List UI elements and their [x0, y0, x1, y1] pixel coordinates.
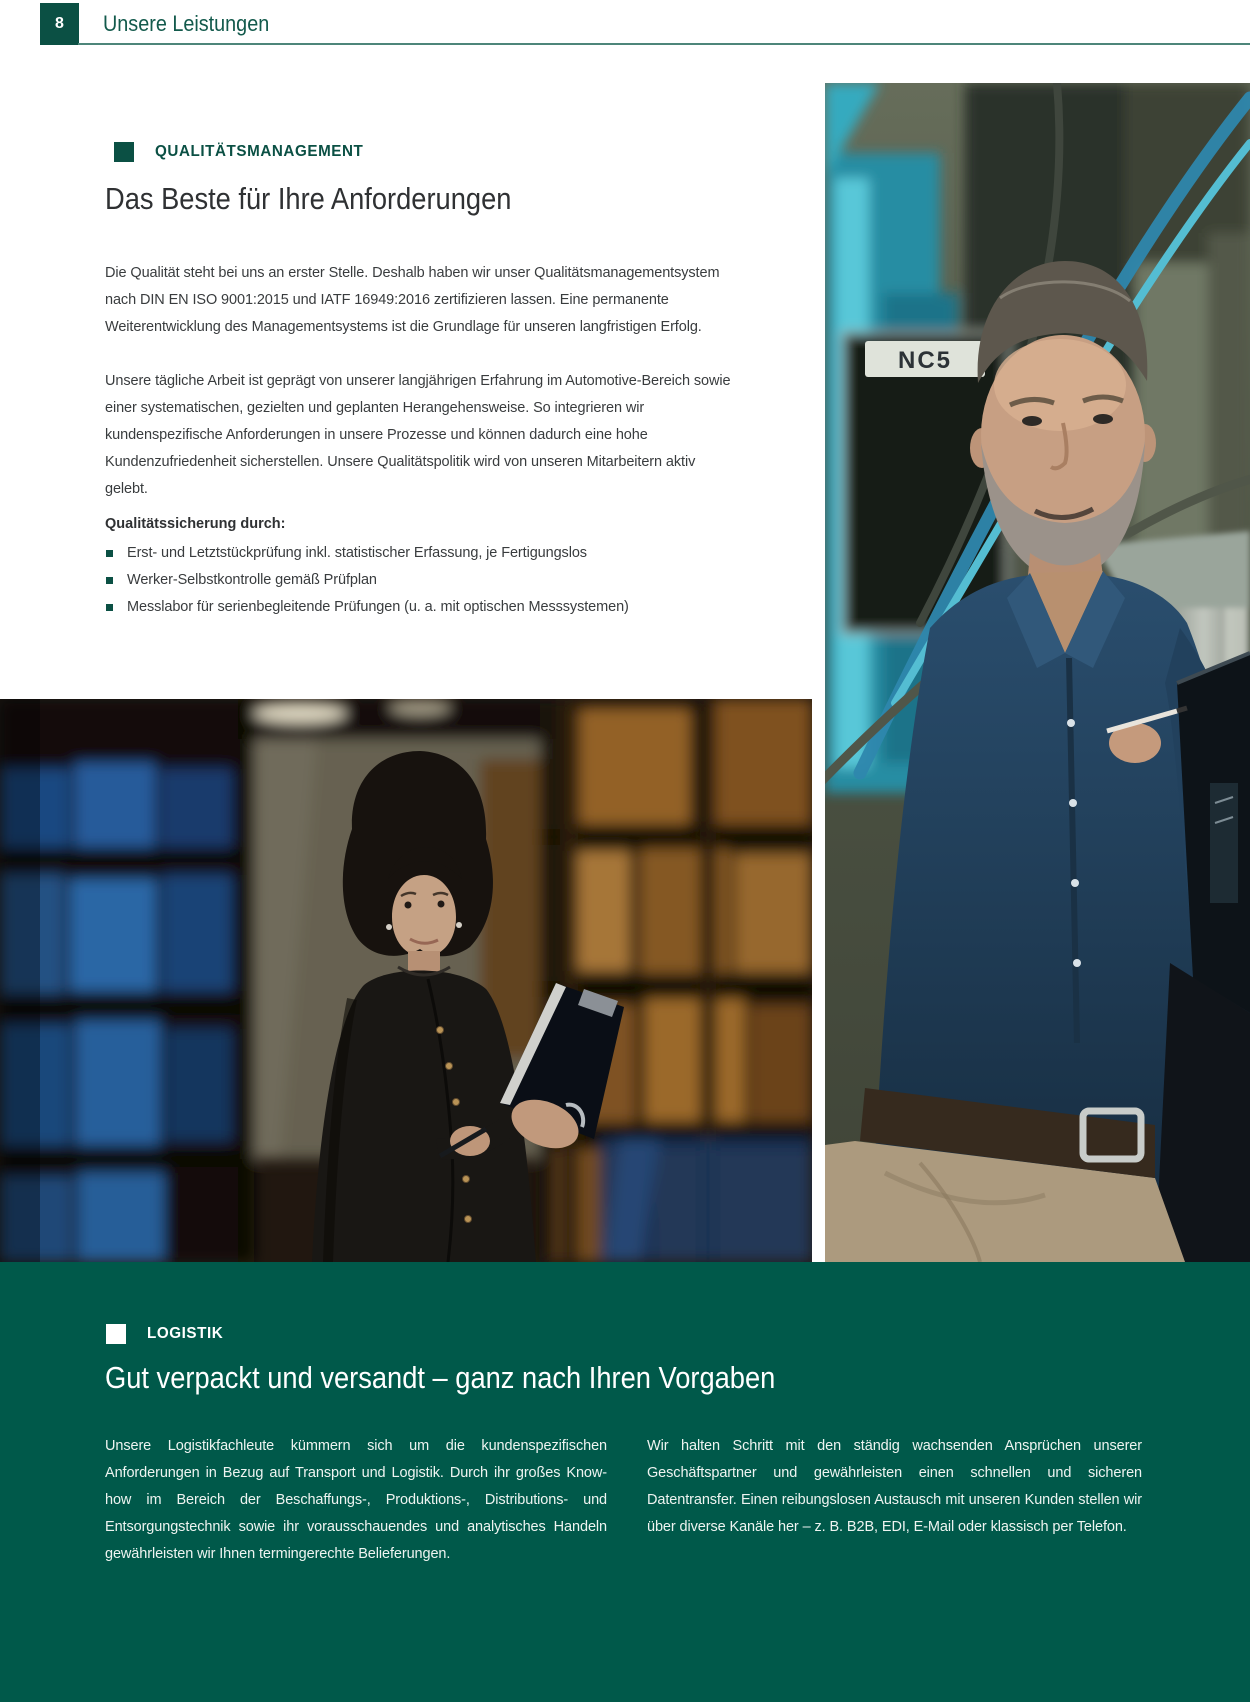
- page-number: 8: [55, 15, 64, 32]
- machine-label: [865, 341, 985, 377]
- logistics-column-left: Unsere Logistikfachleute kümmern sich um die kundenspezifischen Anforderungen in Bezug auf Transport und Logistik. Durch ihr großes Know-how im Bereich der Beschaffungs-, Produktions-, Distributions- und Entsorgungstechnik sowie ihr vorausschauendes und analytisches Handeln gewährleisten wir Ihnen termingerechte Belieferungen.: [105, 1438, 607, 1562]
- logistics-band: [0, 1262, 1250, 1702]
- logistics-heading: Gut verpackt und versandt – ganz nach Ihren Vorgaben: [105, 1360, 776, 1395]
- quality-paragraph-2: Unsere tägliche Arbeit ist geprägt von unserer langjährigen Erfahrung im Automotive-Bereich sowie einer systematischen, gezielten und geplanten Herangehensweise. So integrieren wir kundenspezifische Anforderungen in unsere Prozesse und können dadurch eine hohe Kundenzufriedenheit sicherstellen. Unsere Qualitätspolitik wird von unseren Mitarbeitern aktiv gelebt.: [105, 373, 731, 497]
- bullet-square-icon: [106, 550, 113, 557]
- list-item-text: Erst- und Letztstückprüfung inkl. statistischer Erfassung, je Fertigungslos: [127, 545, 587, 561]
- machine-label-text: NC5: [897, 347, 953, 374]
- quality-paragraph-1: Die Qualität steht bei uns an erster Stelle. Deshalb haben wir unser Qualitätsmanagementsystem nach DIN EN ISO 9001:2015 und IATF 16949:2016 zertifizieren lassen. Eine permanente Weiterentwicklung des Managementsystems ist die Grundlage für unseren langfristigen Erfolg.: [105, 265, 720, 335]
- list-item-text: Werker-Selbstkontrolle gemäß Prüfplan: [127, 572, 377, 588]
- section-square-icon: [114, 142, 134, 162]
- warehouse-photo: [0, 699, 812, 1262]
- bullet-square-icon: [106, 577, 113, 584]
- quality-kicker: QUALITÄTSMANAGEMENT: [155, 143, 364, 160]
- page-number-box: [40, 3, 79, 45]
- section-square-icon: [106, 1324, 126, 1344]
- list-item: [105, 594, 745, 621]
- header-rule: [78, 43, 1250, 45]
- page-title: Unsere Leistungen: [103, 11, 270, 36]
- quality-list-title: Qualitätssicherung durch:: [105, 516, 286, 532]
- quality-heading: Das Beste für Ihre Anforderungen: [105, 181, 512, 216]
- technician-photo: [825, 83, 1250, 1262]
- list-item: [105, 540, 745, 567]
- quality-list: [105, 540, 745, 621]
- bullet-square-icon: [106, 604, 113, 611]
- logistics-column-right: Wir halten Schritt mit den ständig wachsenden Ansprüchen unserer Geschäftspartner und gewährleisten einen schnellen und sicheren Datentransfer. Einen reibungslosen Austausch mit unseren Kunden stellen wir über diverse Kanäle her – z. B. B2B, EDI, E-Mail oder klassisch per Telefon.: [647, 1438, 1142, 1535]
- logistics-kicker: LOGISTIK: [147, 1325, 224, 1342]
- list-item-text: Messlabor für serienbegleitende Prüfungen (u. a. mit optischen Messsystemen): [127, 599, 629, 615]
- list-item: [105, 567, 745, 594]
